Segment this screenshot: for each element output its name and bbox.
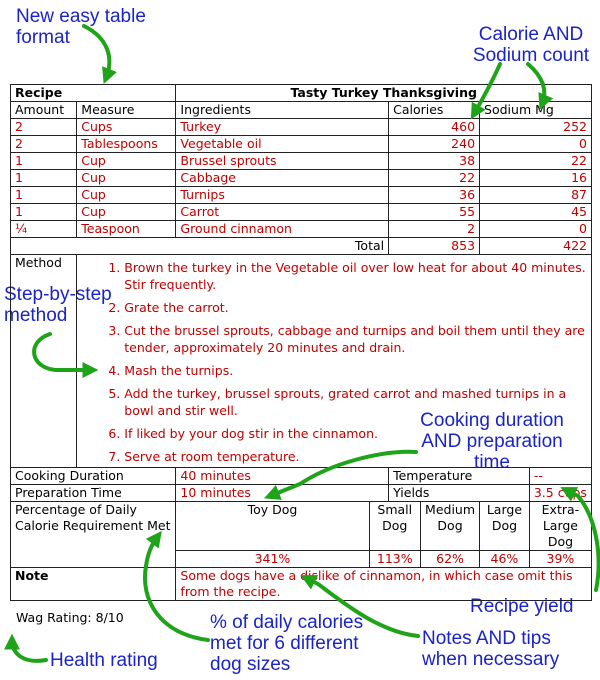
ingredient-amount: 1 [11,153,77,170]
arrow-health-rating [12,640,46,661]
method-step: 4. Mash the turnips. [124,362,587,379]
ingredient-row [11,187,592,204]
method-step: 7. Serve at room temperature. [124,448,587,465]
ingredient-row [11,221,592,238]
ingredient-sodium: 0 [480,221,592,238]
annotation-health-rating: Health rating [50,650,158,671]
header-sodium: Sodium Mg [480,102,592,119]
temperature-label: Temperature [389,468,530,485]
method-step: 2. Grate the carrot. [124,299,587,316]
large-dog-percent: 46% [480,551,530,568]
method-label: Method [11,255,77,468]
ingredient-measure: Cup [77,187,176,204]
cooking-duration-row [11,468,592,485]
annotation-table-format: New easy table format [16,6,146,48]
recipe-label: Recipe [11,85,176,102]
temperature-value: -- [529,468,591,485]
daily-requirement-header-row [11,502,592,551]
ingredient-sodium: 45 [480,204,592,221]
dog-size-medium: Medium Dog [421,502,480,551]
ingredient-amount: 1 [11,204,77,221]
preparation-time-label: Preparation Time [11,485,176,502]
cooking-duration-label: Cooking Duration [11,468,176,485]
ingredient-row [11,136,592,153]
ingredient-row [11,170,592,187]
wag-rating: Wag Rating: 8/10 [16,610,124,625]
ingredient-calories: 460 [389,119,480,136]
yields-label: Yields [389,485,530,502]
dog-size-large: Large Dog [480,502,530,551]
ingredient-calories: 22 [389,170,480,187]
ingredient-sodium: 87 [480,187,592,204]
dog-size-small: Small Dog [369,502,421,551]
total-sodium: 422 [480,238,592,255]
method-list [77,259,587,465]
column-header-row [11,102,592,119]
annotation-step-method: Step-by-step method [4,284,112,326]
ingredient-measure: Cup [77,170,176,187]
method-step: 3. Cut the brussel sprouts, cabbage and turnips and boil them until they are tender, approximately 20 minutes and drain. [124,322,587,356]
ingredient-rows [11,119,592,238]
ingredient-name: Cabbage [176,170,389,187]
recipe-title-row [11,85,592,102]
header-measure: Measure [77,102,176,119]
method-step: 6. If liked by your dog stir in the cinnamon. [124,425,587,442]
ingredient-sodium: 0 [480,136,592,153]
method-step: 1. Brown the turkey in the Vegetable oil over low heat for about 40 minutes. Stir frequently. [124,259,587,293]
ingredient-measure: Tablespoons [77,136,176,153]
ingredient-amount: 2 [11,119,77,136]
ingredient-calories: 36 [389,187,480,204]
header-ingredients: Ingredients [176,102,389,119]
method-row [11,255,592,468]
ingredient-row [11,204,592,221]
header-amount: Amount [11,102,77,119]
annotation-calorie-sodium: Calorie AND Sodium count [472,24,590,66]
ingredient-amount: 1 [11,170,77,187]
annotation-daily-calories: % of daily calories met for 6 different dog sizes [210,612,364,675]
ingredient-measure: Cup [77,153,176,170]
ingredient-measure: Cups [77,119,176,136]
ingredient-amount: 2 [11,136,77,153]
ingredient-measure: Teaspoon [77,221,176,238]
total-label: Total [11,238,389,255]
ingredient-row [11,153,592,170]
ingredient-row [11,119,592,136]
preparation-row [11,485,592,502]
ingredient-amount: ¼ [11,221,77,238]
ingredient-name: Vegetable oil [176,136,389,153]
annotation-cooking-time: Cooking duration AND preparation time [420,410,564,473]
yields-value: 3.5 cups [529,485,591,502]
method-steps [77,255,592,468]
extra-large-dog-percent: 39% [529,551,591,568]
note-text: Some dogs have a dislike of cinnamon, in which case omit this from the recipe. [176,568,592,601]
daily-requirement-label: Percentage of Daily Calorie Requirement Met [11,502,176,568]
ingredient-sodium: 16 [480,170,592,187]
dog-size-extra-large: Extra-Large Dog [529,502,591,551]
note-label: Note [11,568,176,601]
toy-dog-percent: 341% [176,551,369,568]
preparation-time-value: 10 minutes [176,485,389,502]
ingredient-measure: Cup [77,204,176,221]
total-row [11,238,592,255]
ingredient-amount: 1 [11,187,77,204]
cooking-duration-value: 40 minutes [176,468,389,485]
ingredient-name: Brussel sprouts [176,153,389,170]
ingredient-calories: 55 [389,204,480,221]
ingredient-sodium: 252 [480,119,592,136]
ingredient-calories: 2 [389,221,480,238]
dog-size-toy: Toy Dog [176,502,369,551]
method-step: 5. Add the turkey, brussel sprouts, grated carrot and mashed turnips in a bowl and stir well. [124,385,587,419]
annotation-notes-tips: Notes AND tips when necessary [422,628,560,670]
ingredient-name: Turnips [176,187,389,204]
ingredient-calories: 38 [389,153,480,170]
ingredient-calories: 240 [389,136,480,153]
recipe-title: Tasty Turkey Thanksgiving [176,85,592,102]
total-calories: 853 [389,238,480,255]
ingredient-sodium: 22 [480,153,592,170]
recipe-table [10,84,592,601]
annotation-recipe-yield: Recipe yield [470,596,574,617]
ingredient-name: Ground cinnamon [176,221,389,238]
ingredient-name: Turkey [176,119,389,136]
ingredient-name: Carrot [176,204,389,221]
medium-dog-percent: 62% [421,551,480,568]
header-calories: Calories [389,102,480,119]
small-dog-percent: 113% [369,551,421,568]
note-row [11,568,592,601]
